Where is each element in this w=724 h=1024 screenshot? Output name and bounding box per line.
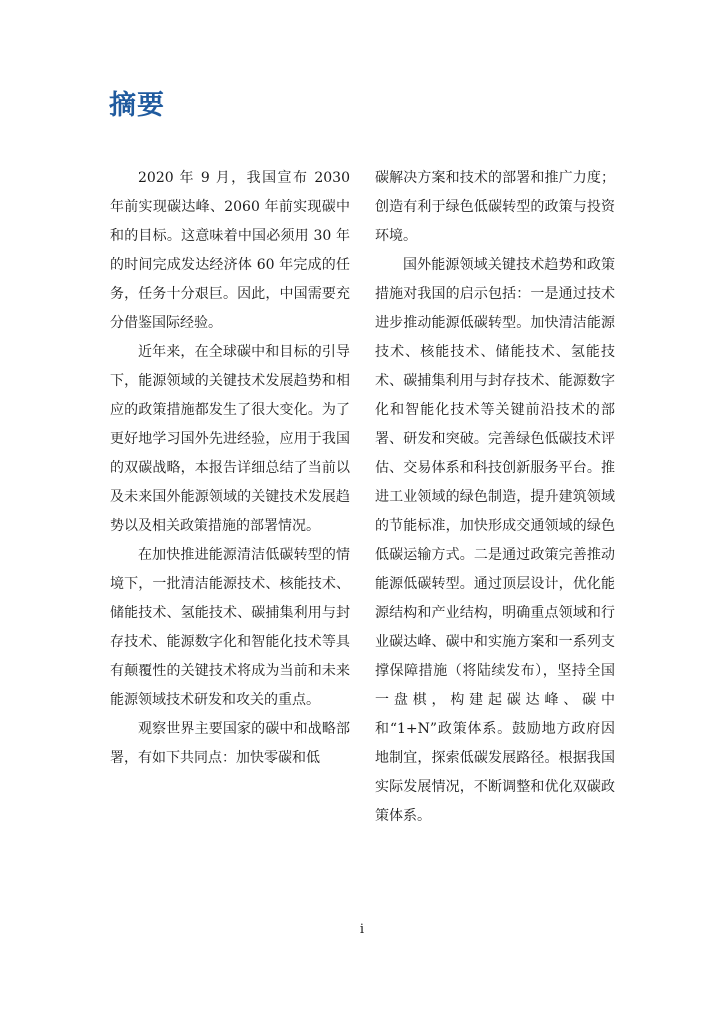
paragraph-4-continued: 碳解决方案和技术的部署和推广力度；创造有利于绿色低碳转型的政策与投资环境。 (375, 170, 615, 244)
right-column (375, 164, 615, 831)
page-number: i (359, 922, 365, 937)
paragraph-5: 国外能源领域关键技术趋势和政策措施对我国的启示包括：一是通过技术进步推动能源低碳转型。加快清洁能源技术、核能技术、储能技术、氢能技术、碳捕集利用与封存技术、能源数字化和智能化技术等关键前沿技术的部署、研发和突破。完善绿色低碳技术评估、交易体系和科技创新服务平台。推进工业领域的绿色制造，提升建筑领域的节能标准，加快形成交通领域的绿色低碳运输方式。二是通过政策完善推动能源低碳转型。通过顶层设计，优化能源结构和产业结构，明确重点领域和行业碳达峰、碳中和实施方案和一系列支撑保障措施（将陆续发布），坚持全国一盘棋，构建起碳达峰、碳中和“1+N”政策体系。鼓励地方政府因地制宜，探索低碳发展路径。根据我国实际发展情况，不断调整和优化双碳政策体系。 (375, 257, 615, 824)
paragraph-2: 近年来，在全球碳中和目标的引导下，能源领域的关键技术发展趋势和相应的政策措施都发生了很大变化。为了更好地学习国外先进经验，应用于我国的双碳战略，本报告详细总结了当前以及未来国外能源领域的关键技术发展趋势以及相关政策措施的部署情况。 (110, 344, 350, 534)
paragraph-1: 2020 年 9 月，我国宣布 2030 年前实现碳达峰、2060 年前实现碳中和的目标。这意味着中国必须用 30 年的时间完成发达经济体 60 年完成的任务，任务十分艰巨。因此，中国需要充分借鉴国际经验。 (110, 170, 350, 331)
paragraph-4: 观察世界主要国家的碳中和战略部署，有如下共同点：加快零碳和低 (110, 721, 350, 766)
paragraph-3: 在加快推进能源清洁低碳转型的情境下，一批清洁能源技术、核能技术、储能技术、氢能技术、碳捕集利用与封存技术、能源数字化和智能化技术等具有颠覆性的关键技术将成为当前和未来能源领域技术研发和攻关的重点。 (110, 547, 350, 708)
page-title: 摘要 (109, 90, 165, 121)
left-column (110, 164, 350, 773)
